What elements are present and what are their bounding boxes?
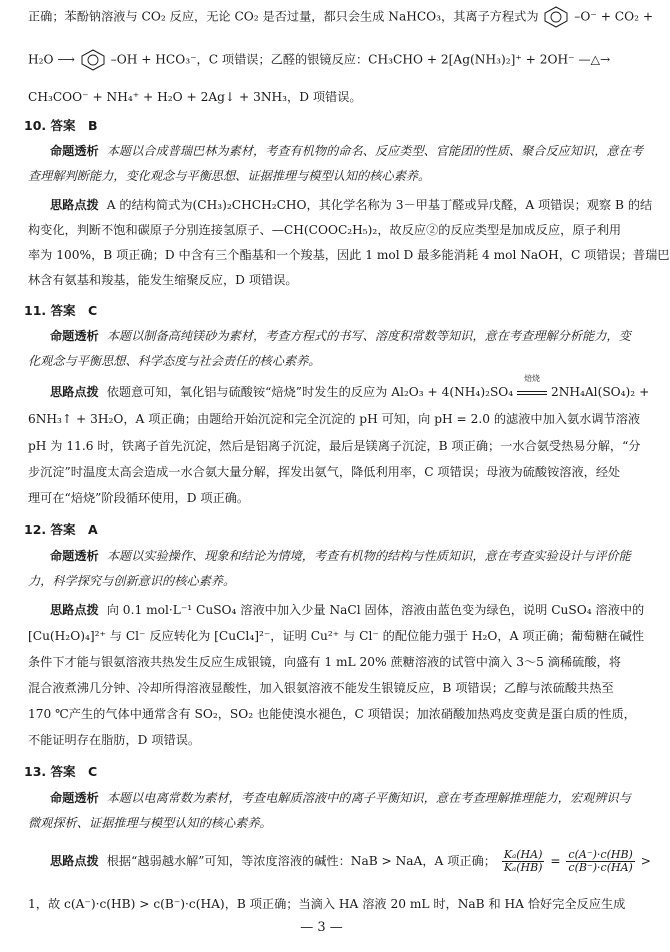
fraction-ka-ratio (502, 849, 545, 874)
text-line: 率为 100%，B 项正确；D 中含有三个酯基和一个羧基，因此 1 mol D 最多能消耗 4 mol NaOH，C 项错误；普瑞巴 (28, 248, 670, 262)
fraction-numerator: c(A⁻)·c(HB) (568, 848, 633, 861)
text-line (28, 572, 619, 590)
text-line: 林含有氨基和羧基，能发生缩聚反应，D 项错误。 (28, 273, 298, 287)
text-span: 微观探析、证据推理与模型认知的核心素养。 (28, 816, 272, 830)
answer-heading: 11. 答案 C (24, 303, 98, 318)
section-tag: 思路点拨 (50, 854, 99, 868)
section-tag: 命题透析 (50, 549, 99, 563)
text-span: 向 0.1 mol·L⁻¹ CuSO₄ 溶液中加入少量 NaCl 固体，溶液由蓝色变为绿色，说明 CuSO₄ 溶液中的 (106, 603, 645, 617)
answer-heading: 12. 答案 A (24, 522, 98, 537)
text-span: 本题以合成普瑞巴林为素材，考查有机物的命名、反应类型、官能团的性质、聚合反应知识，意在考 (106, 144, 643, 158)
text-span: CH₃COO⁻ + NH₄⁺ + H₂O + 2Ag↓ + 3NH₃，D 项错误。 (28, 90, 362, 104)
answer-heading: 13. 答案 C (24, 764, 98, 779)
section-tag: 命题透析 (50, 329, 99, 343)
text-span: H₂O ⟶ (28, 52, 75, 67)
text-span: 本题以制备高纯镁砂为素材，考查方程式的书写、溶度积常数等知识，意在考查理解分析能力，变 (106, 329, 631, 343)
page-number: — 3 — (300, 920, 343, 935)
text-line: 构变化，判断不饱和碳原子分别连接氢原子、—CH(COOC₂H₅)₂，故反应②的反应类型是加成反应，原子利用 (28, 223, 622, 237)
text-span: 2NH₄Al(SO₄)₂ + (550, 385, 650, 399)
text-span: 根据“越弱越水解”可知，等浓度溶液的碱性：NaB > NaA，A 项正确； (106, 854, 496, 868)
benzene-ring-icon (79, 49, 107, 71)
reaction-condition: 焙烧 (524, 373, 541, 383)
section-tag: 思路点拨 (50, 603, 99, 617)
text-line (28, 352, 619, 370)
text-line: 步沉淀”时温度太高会造成一水合氨大量分解，挥发出氨气，降低利用率，C 项错误；母液为硫酸铵溶液，经处 (28, 465, 621, 479)
text-line: pH 为 11.6 时，铁离子首先沉淀，然后是铝离子沉淀，最后是镁离子沉淀，B 项正确；一水合氨受热易分解，“分 (28, 439, 641, 453)
text-line: 1，故 c(A⁻)·c(HB) > c(B⁻)·c(HA)，B 项正确；当滴入 HA 溶液 20 mL 时，NaB 和 HA 恰好完全反应生成 (28, 897, 626, 911)
text-span: A 的结构简式为(CH₃)₂CHCH₂CHO，其化学名称为 3－甲基丁醛或异戊醛，A 项错误；观察 B 的结 (106, 198, 653, 212)
text-line (50, 789, 631, 807)
section-tag: 思路点拨 (50, 385, 99, 399)
text-span: –OH + HCO₃⁻，C 项错误；乙醛的银镜反应：CH₃CHO + 2[Ag(NH₃)₂]⁺ + 2OH⁻ —△→ (110, 52, 611, 67)
text-line (50, 327, 631, 345)
text-line: [Cu(H₂O)₄]²⁺ 与 Cl⁻ 反应转化为 [CuCl₄]²⁻，证明 Cu²⁺ 与 Cl⁻ 的配位能力强于 H₂O，A 项正确；葡萄糖在碱性 (28, 629, 645, 643)
text-line (28, 88, 619, 106)
text-line: 6NH₃↑ + 3H₂O，A 项正确；由题给开始沉淀和完全沉淀的 pH 可知，向 pH = 2.0 的滤液中加入氨水调节溶液 (28, 412, 641, 426)
text-line (50, 601, 645, 619)
text-span: –O⁻ + CO₂ + (574, 9, 654, 24)
text-line (50, 845, 651, 881)
text-span: 化观念与平衡思想、科学态度与社会责任的核心素养。 (28, 354, 321, 368)
text-line: 混合液煮沸几分钟、冷却所得溶液显酸性，加入银氨溶液不能发生银镜反应，B 项错误；乙醇与浓硫酸共热至 (28, 681, 614, 695)
text-line: 条件下才能与银氨溶液共热发生反应生成银镜，向盛有 1 mL 20% 蔗糖溶液的试管中滴入 3～5 滴稀硫酸，将 (28, 655, 621, 669)
text-line (28, 6, 654, 28)
text-span: 本题以电离常数为素材，考查电解质溶液中的离子平衡知识，意在考查理解推理能力，宏观辨识与 (106, 791, 631, 805)
text-span: 查理解判断能力，变化观念与平衡思想、证据推理与模型认知的核心素养。 (28, 169, 431, 183)
fraction-numerator: Kₐ(HA) (502, 849, 545, 862)
fraction-concentration-ratio (566, 849, 634, 874)
text-line (50, 196, 653, 214)
section-tag: 命题透析 (50, 144, 99, 158)
text-line (50, 547, 631, 565)
equals-sign: = (550, 854, 561, 868)
text-line (50, 373, 650, 402)
text-span: 力，科学探究与创新意识的核心素养。 (28, 574, 236, 588)
text-line: 不能证明存在脂肪，D 项错误。 (28, 733, 201, 747)
text-line (28, 167, 619, 185)
section-tag: 思路点拨 (50, 198, 99, 212)
text-line (28, 49, 619, 71)
text-span: 本题以实验操作、现象和结论为情境，考查有机物的结构与性质知识，意在考查实验设计与评价能 (106, 549, 631, 563)
text-span: 正确；苯酚钠溶液与 CO₂ 反应，无论 CO₂ 是否过量，都只会生成 NaHCO₃，其离子方程式为 (28, 9, 539, 24)
reaction-arrow (517, 373, 547, 402)
answer-heading: 10. 答案 B (24, 118, 98, 133)
section-tag: 命题透析 (50, 791, 99, 805)
fraction-denominator: c(B⁻)·c(HA) (568, 861, 633, 874)
text-line: 理可在“焙烧”阶段循环使用，D 项正确。 (28, 491, 250, 505)
fraction-denominator: Kₐ(HB) (503, 861, 543, 874)
text-span: 依题意可知，氧化铝与硫酸铵“焙烧”时发生的反应为 Al₂O₃ + 4(NH₄)₂SO₄ (106, 385, 514, 399)
greater-than-sign: > (640, 854, 651, 868)
text-line: 170 ℃产生的气体中通常含有 SO₂，SO₂ 也能使溴水褪色，C 项错误；加浓硝酸加热鸡皮变黄是蛋白质的性质， (28, 707, 636, 721)
benzene-ring-icon (542, 6, 570, 28)
text-line (28, 814, 619, 832)
text-line (50, 142, 643, 160)
